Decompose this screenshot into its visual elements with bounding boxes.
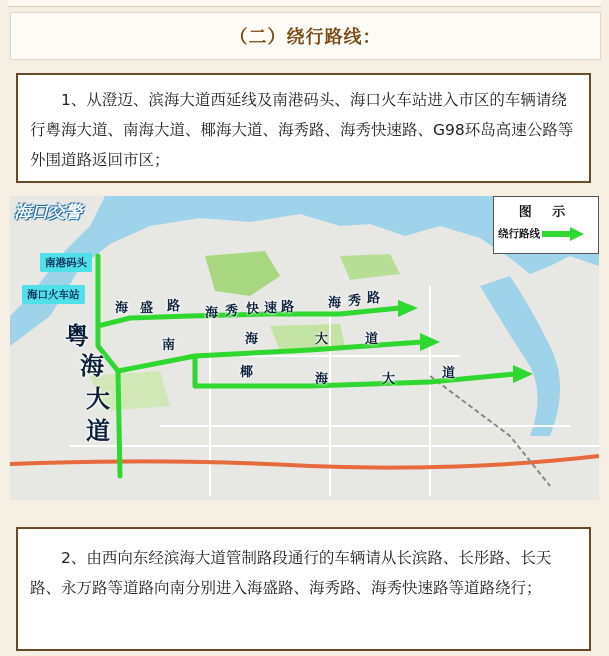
detour-notice-1 xyxy=(16,73,591,183)
map-legend xyxy=(493,196,599,254)
road-haixiu-express-char: 快 xyxy=(246,302,261,317)
legend-title: 图 示 xyxy=(518,205,574,220)
legend-row xyxy=(494,220,598,241)
legend-label: 绕行路线 xyxy=(498,228,540,240)
top-divider xyxy=(8,0,601,7)
road-yuehai-char: 大 xyxy=(86,385,110,413)
road-haixiu-express-char: 路 xyxy=(281,300,296,315)
road-yehai-char: 海 xyxy=(315,372,330,387)
section-header xyxy=(10,12,601,60)
label-nangang-pier: 南港码头 xyxy=(40,253,92,272)
road-yuehai-char: 粤 xyxy=(65,322,89,350)
road-yehai-char: 椰 xyxy=(240,365,255,380)
road-nanhai-char: 海 xyxy=(245,332,260,347)
road-haixiu-express-char: 海 xyxy=(205,306,220,321)
road-haixiu-express-char: 秀 xyxy=(225,304,240,319)
road-haisheng-char: 路 xyxy=(167,299,182,314)
paragraph-2: 2、由西向东经滨海大道管制路段通行的车辆请从长滨路、长彤路、长天路、永万路等道路向南分别进入海盛路、海秀路、海秀快速路等道路绕行； xyxy=(30,549,552,597)
road-haixiu-char: 路 xyxy=(367,291,382,306)
road-yuehai-char: 道 xyxy=(86,417,110,445)
section-gap xyxy=(0,500,609,520)
road-haixiu-express-char: 速 xyxy=(264,301,279,316)
section-title: （二）绕行路线： xyxy=(229,27,382,48)
detour-notice-2 xyxy=(16,527,591,651)
road-yehai-char: 道 xyxy=(442,366,457,381)
road-haisheng-char: 海 xyxy=(115,301,130,316)
road-nanhai-char: 大 xyxy=(315,332,330,347)
label-haikou-station: 海口火车站 xyxy=(22,285,85,304)
legend-arrow-icon xyxy=(540,227,586,241)
detour-map xyxy=(10,196,599,500)
paragraph-1: 1、从澄迈、滨海大道西延线及南港码头、海口火车站进入市区的车辆请绕行粤海大道、南海大道、椰海大道、海秀路、海秀快速路、G98环岛高速公路等外围道路返回市区； xyxy=(30,91,574,169)
road-nanhai-char: 道 xyxy=(365,332,380,347)
road-haisheng-char: 盛 xyxy=(140,301,155,316)
road-haixiu-char: 秀 xyxy=(348,294,363,309)
road-yehai-char: 大 xyxy=(382,372,397,387)
road-haixiu-char: 海 xyxy=(328,296,343,311)
road-nanhai-char: 南 xyxy=(162,338,177,353)
road-yuehai-char: 海 xyxy=(80,352,104,380)
brand-logo: 海口交警 xyxy=(14,203,82,223)
